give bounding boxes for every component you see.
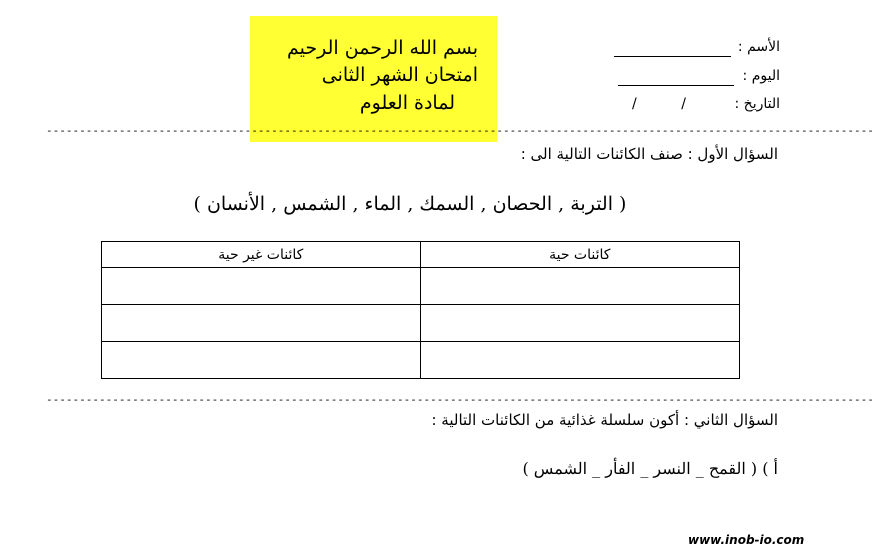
table-cell-nonliving[interactable] — [102, 305, 421, 342]
question2-item-a: أ ) ( القمح _ النسر _ الفأر _ الشمس ) — [522, 459, 778, 478]
living-things-header: كائنات حية — [420, 242, 739, 268]
date-label: التاريخ : — [734, 96, 780, 112]
basmala-line: بسم الله الرحمن الرحيم — [287, 37, 478, 59]
site-watermark: www.inob-io.com — [688, 533, 805, 547]
table-cell-living[interactable] — [420, 268, 739, 305]
question1-prompt: السؤال الأول : صنف الكائنات التالية الى : — [520, 145, 778, 163]
table-cell-living[interactable] — [420, 342, 739, 379]
table-row — [102, 268, 740, 305]
name-blank-line[interactable] — [614, 56, 731, 57]
day-label: اليوم : — [742, 68, 780, 84]
table-cell-nonliving[interactable] — [102, 342, 421, 379]
table-row — [102, 305, 740, 342]
exam-title-line: امتحان الشهر الثانى — [321, 64, 478, 86]
name-label: الأسم : — [737, 39, 780, 55]
subject-line: لمادة العلوم — [359, 92, 455, 114]
date-slashes: / / — [632, 96, 686, 112]
question1-items: ( التربة , الحصان , السمك , الماء , الشمس , الأنسان ) — [193, 193, 627, 215]
question2-prompt: السؤال الثاني : أكون سلسلة غذائية من الكائنات التالية : — [431, 411, 778, 429]
classification-table — [101, 241, 740, 379]
section-separator: ----------------------------------------------------------------------------------------------------------------------------- — [46, 393, 874, 406]
nonliving-things-header: كائنات غير حية — [102, 242, 421, 268]
table-cell-living[interactable] — [420, 305, 739, 342]
table-cell-nonliving[interactable] — [102, 268, 421, 305]
day-blank-line[interactable] — [618, 85, 734, 86]
table-row — [102, 342, 740, 379]
table-header-row — [102, 242, 740, 268]
section-separator: ----------------------------------------------------------------------------------------------------------------------------- — [46, 124, 874, 137]
